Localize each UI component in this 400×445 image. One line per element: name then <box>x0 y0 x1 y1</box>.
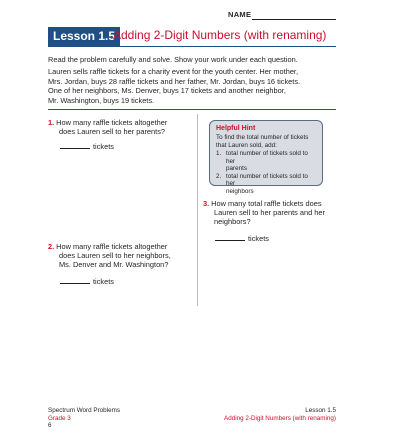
question-text: does Lauren sell to her neighbors, <box>59 251 171 260</box>
lesson-rule <box>48 46 336 47</box>
question-2 <box>48 242 171 269</box>
answer-blank[interactable] <box>60 283 90 284</box>
question-text: How many total raffle tickets does <box>211 199 322 208</box>
answer-blank[interactable] <box>60 148 90 149</box>
question-text: Ms. Denver and Mr. Washington? <box>59 260 169 269</box>
footer-lesson-title: Adding 2-Digit Numbers (with renaming) <box>224 414 336 422</box>
question-number: 2. <box>48 242 55 251</box>
footer-lesson: Lesson 1.5 <box>305 407 336 414</box>
divider <box>48 109 336 110</box>
column-divider <box>197 114 198 306</box>
hint-intro: that Lauren sold, add: <box>216 141 277 149</box>
hint-item-text: parents <box>226 165 248 172</box>
hint-title: Helpful Hint <box>216 125 256 132</box>
lesson-title: Adding 2-Digit Numbers (with renaming) <box>113 28 327 42</box>
instructions: Read the problem carefully and solve. Show your work under each question. <box>48 55 298 64</box>
footer-book: Spectrum Word Problems <box>48 407 120 414</box>
hint-list <box>216 150 316 195</box>
hint-item <box>216 150 316 173</box>
answer-unit: tickets <box>93 142 114 151</box>
footer-left <box>48 407 120 430</box>
hint-item-text: total number of tickets sold to her <box>226 150 308 165</box>
footer-right <box>224 407 336 422</box>
hint-intro: To find the total number of tickets <box>216 134 309 141</box>
question-text: does Lauren sell to her parents? <box>59 127 166 136</box>
story-line: Lauren sells raffle tickets for a charity event for the youth center. Her mother, <box>48 67 299 76</box>
name-label: NAME <box>228 10 252 19</box>
question-text: How many raffle tickets altogether <box>56 242 168 251</box>
story-paragraph <box>48 67 338 105</box>
hint-item-text: total number of tickets sold to her <box>226 172 308 187</box>
answer-blank[interactable] <box>215 240 245 241</box>
page-number: 6 <box>48 422 52 429</box>
story-line: One of her neighbors, Ms. Denver, buys 17 tickets and another neighbor, <box>48 86 286 95</box>
hint-item-number: 2. <box>216 172 222 180</box>
name-line[interactable] <box>252 19 336 20</box>
helpful-hint-box <box>209 120 323 195</box>
answer-3 <box>215 234 269 243</box>
story-line: Mr. Washington, buys 19 tickets. <box>48 95 155 105</box>
hint-item-number: 1. <box>216 150 222 157</box>
lesson-number: Lesson 1.5 <box>48 27 120 46</box>
question-number: 3. <box>203 199 210 208</box>
answer-1 <box>60 142 114 151</box>
question-3 <box>203 199 325 226</box>
hint-item-text: neighbors <box>226 187 254 195</box>
question-text: neighbors? <box>214 217 251 226</box>
question-text: How many raffle tickets altogether <box>56 118 168 127</box>
answer-unit: tickets <box>93 277 114 286</box>
question-text: Lauren sell to her parents and her <box>214 208 325 217</box>
question-number: 1. <box>48 118 55 127</box>
question-1 <box>48 118 167 136</box>
lesson-header <box>48 25 336 48</box>
answer-unit: tickets <box>248 234 269 243</box>
answer-2 <box>60 277 114 286</box>
story-line: Mrs. Jordan, buys 28 raffle tickets and her father, Mr. Jordan, buys 16 tickets. <box>48 76 301 86</box>
hint-item <box>216 173 316 196</box>
footer-grade: Grade 3 <box>48 414 71 422</box>
